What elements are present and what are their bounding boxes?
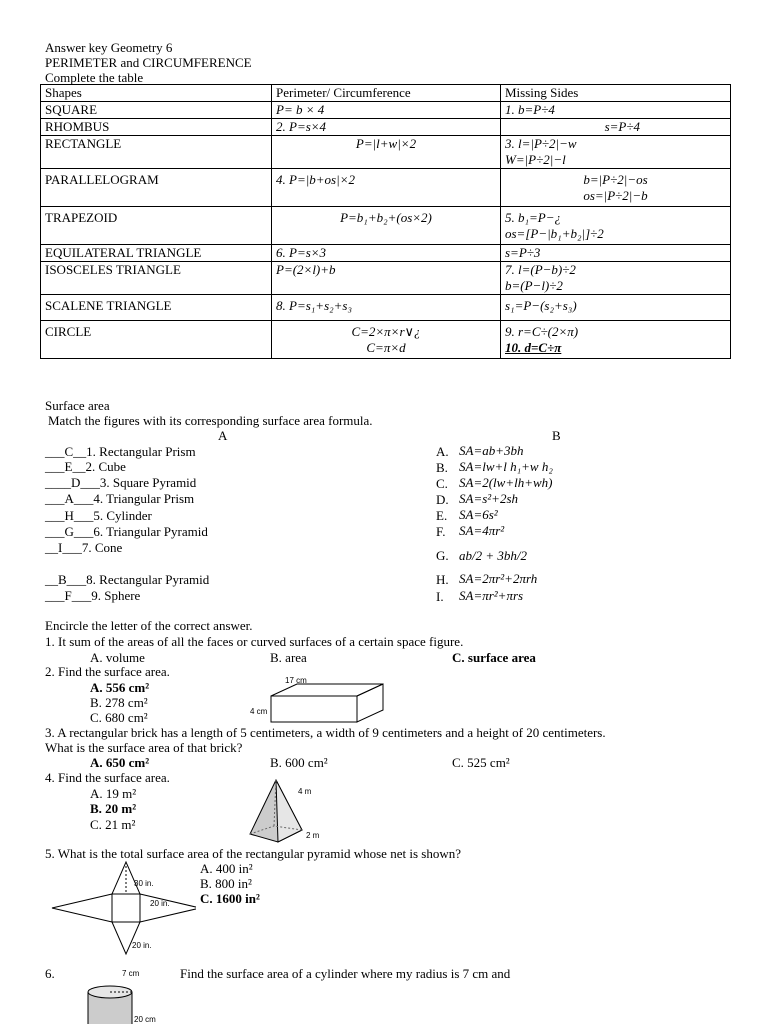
table-header: Perimeter/ Circumference — [272, 85, 501, 102]
table-row — [41, 295, 731, 321]
table-row — [41, 262, 731, 295]
table-row — [41, 136, 731, 169]
perimeter-table — [40, 84, 731, 359]
question-6-number: 6. — [45, 966, 55, 981]
missing-line: b=|P÷2|−os — [583, 172, 648, 187]
perimeter-cell: P= b × 4 — [272, 102, 501, 119]
shape-cell: RHOMBUS — [41, 119, 272, 136]
quiz-instruction: Encircle the letter of the correct answer. — [45, 618, 253, 633]
option: B. 800 in² — [200, 876, 252, 891]
option: C. 21 m² — [90, 817, 136, 832]
title-line-3: Complete the table — [45, 70, 144, 85]
net-side-label: 20 in. — [150, 899, 170, 908]
question-5: 5. What is the total surface area of the rectangular pyramid whose net is shown? — [45, 846, 461, 861]
perimeter-cell: 8. P=s₁+s₂+s₃ — [272, 295, 501, 321]
missing-line: W=|P÷2|−l — [505, 152, 566, 167]
table-row — [41, 321, 731, 359]
missing-line: 3. l=|P÷2|−w — [505, 136, 577, 151]
pyramid-slant-label: 4 m — [298, 787, 312, 796]
net-base — [112, 894, 140, 922]
question-1: 1. It sum of the areas of all the faces or curved surfaces of a certain space figure. — [45, 634, 464, 649]
missing-cell — [501, 321, 731, 359]
formula: SA=2(lw+lh+wh) — [459, 475, 553, 490]
formula: SA=2πr²+2πrh — [459, 571, 538, 586]
formula: SA=s²+2sh — [459, 491, 519, 506]
perimeter-cell — [272, 321, 501, 359]
formula: SA=lw+l h₁+w h₂ — [459, 459, 553, 474]
perimeter-cell: P=(2×l)+b — [272, 262, 501, 295]
formula-letter: G. — [436, 548, 449, 563]
missing-cell — [501, 136, 731, 169]
prism-side-face — [357, 684, 383, 722]
match-item: ___G___6. Triangular Pyramid — [45, 524, 208, 539]
perimeter-line: C=2×π×r∨¿ — [351, 324, 421, 339]
table-header-row — [41, 85, 731, 102]
shape-cell: ISOSCELES TRIANGLE — [41, 262, 272, 295]
missing-cell — [501, 169, 731, 207]
formula-letter: D. — [436, 492, 449, 507]
match-item: ___F___9. Sphere — [45, 588, 141, 603]
perimeter-line: C=π×d — [366, 340, 406, 355]
cylinder-height-label: 20 cm — [134, 1015, 156, 1024]
option: C. 525 cm² — [452, 755, 510, 770]
shape-cell: TRAPEZOID — [41, 207, 272, 245]
match-item: ___E__2. Cube — [45, 459, 126, 474]
shape-cell: SCALENE TRIANGLE — [41, 295, 272, 321]
question-6: Find the surface area of a cylinder where my radius is 7 cm and — [180, 966, 511, 981]
missing-cell: 1. b=P÷4 — [501, 102, 731, 119]
cylinder-figure — [84, 966, 164, 1024]
option: B. 600 cm² — [270, 755, 328, 770]
shape-cell: SQUARE — [41, 102, 272, 119]
missing-cell: s₁=P−(s₂+s₃) — [501, 295, 731, 321]
missing-cell — [501, 262, 731, 295]
match-item: ____D___3. Square Pyramid — [45, 475, 197, 490]
question-4: 4. Find the surface area. — [45, 770, 170, 785]
match-item: ___A___4. Triangular Prism — [45, 491, 195, 506]
shape-cell: EQUILATERAL TRIANGLE — [41, 245, 272, 262]
prism-figure — [245, 674, 405, 726]
prism-side-label: 4 cm — [250, 707, 268, 716]
question-3-line-2: What is the surface area of that brick? — [45, 740, 243, 755]
missing-line: os=[P−|b₁+b₂|]÷2 — [505, 226, 604, 241]
net-bottom-label: 20 in. — [132, 941, 152, 950]
surface-instruction: Match the figures with its corresponding surface area formula. — [48, 413, 373, 428]
match-item: __B___8. Rectangular Pyramid — [45, 572, 210, 587]
title-line-2: PERIMETER and CIRCUMFERENCE — [45, 55, 252, 70]
option: C. 680 cm² — [90, 710, 148, 725]
missing-line: 5. b₁=P−¿ — [505, 210, 562, 225]
perimeter-cell: 6. P=s×3 — [272, 245, 501, 262]
prism-top-face — [271, 684, 383, 696]
formula-letter: H. — [436, 572, 449, 587]
formula-letter: A. — [436, 444, 449, 459]
net-slant-label: 30 in. — [134, 879, 154, 888]
pyramid-base-label: 2 m — [306, 831, 320, 840]
table-row — [41, 207, 731, 245]
missing-line: os=|P÷2|−b — [583, 188, 648, 203]
option: A. volume — [90, 650, 145, 665]
cylinder-radius-label: 7 cm — [122, 969, 140, 978]
column-b-heading: B — [552, 428, 561, 443]
formula: SA=ab+3bh — [459, 443, 524, 458]
table-row — [41, 102, 731, 119]
shape-cell: CIRCLE — [41, 321, 272, 359]
table-header: Shapes — [41, 85, 272, 102]
formula: SA=6s² — [459, 507, 498, 522]
formula-letter: I. — [436, 589, 444, 604]
pyramid-figure — [244, 776, 324, 844]
option-correct: B. 20 m² — [90, 801, 137, 816]
formula-letter: E. — [436, 508, 448, 523]
option-correct: C. surface area — [452, 650, 536, 665]
missing-cell — [501, 207, 731, 245]
formula: SA=πr²+πrs — [459, 588, 524, 603]
table-row — [41, 169, 731, 207]
perimeter-cell: P=b₁+b₂+(os×2) — [272, 207, 501, 245]
option-correct: C. 1600 in² — [200, 891, 260, 906]
question-2: 2. Find the surface area. — [45, 664, 170, 679]
formula: ab/2 + 3bh/2 — [459, 548, 527, 563]
pyramid-net-figure — [46, 860, 196, 960]
missing-line: 9. r=C÷(2×π) — [505, 324, 579, 339]
formula-letter: B. — [436, 460, 448, 475]
option: B. 278 cm² — [90, 695, 148, 710]
perimeter-cell: 2. P=s×4 — [272, 119, 501, 136]
missing-line: 7. l=(P−b)÷2 — [505, 262, 576, 277]
option: A. 400 in² — [200, 861, 253, 876]
perimeter-cell: P=|l+w|×2 — [272, 136, 501, 169]
formula: SA=4πr² — [459, 523, 505, 538]
question-3-line-1: 3. A rectangular brick has a length of 5 centimeters, a width of 9 centimeters and a height of 20 centimeters. — [45, 725, 606, 740]
match-item: ___C__1. Rectangular Prism — [45, 444, 196, 459]
perimeter-cell: 4. P=|b+os|×2 — [272, 169, 501, 207]
missing-cell: s=P÷4 — [501, 119, 731, 136]
formula-letter: C. — [436, 476, 448, 491]
missing-cell: s=P÷3 — [501, 245, 731, 262]
match-item: __I___7. Cone — [45, 540, 123, 555]
shape-cell: PARALLELOGRAM — [41, 169, 272, 207]
option-correct: A. 650 cm² — [90, 755, 150, 770]
shape-cell: RECTANGLE — [41, 136, 272, 169]
title-line-1: Answer key Geometry 6 — [45, 40, 173, 55]
missing-line: 10. d=C÷π — [505, 340, 562, 355]
option: A. 19 m² — [90, 786, 137, 801]
missing-line: b=(P−l)÷2 — [505, 278, 563, 293]
column-a-heading: A — [218, 428, 228, 443]
formula-letter: F. — [436, 524, 446, 539]
match-item: ___H___5. Cylinder — [45, 508, 152, 523]
table-row — [41, 119, 731, 136]
prism-front-face — [271, 696, 357, 722]
net-face-left — [52, 894, 112, 922]
table-header: Missing Sides — [501, 85, 731, 102]
option-correct: A. 556 cm² — [90, 680, 150, 695]
option: B. area — [270, 650, 307, 665]
table-row — [41, 245, 731, 262]
prism-top-label: 17 cm — [285, 676, 307, 685]
surface-title: Surface area — [45, 398, 110, 413]
